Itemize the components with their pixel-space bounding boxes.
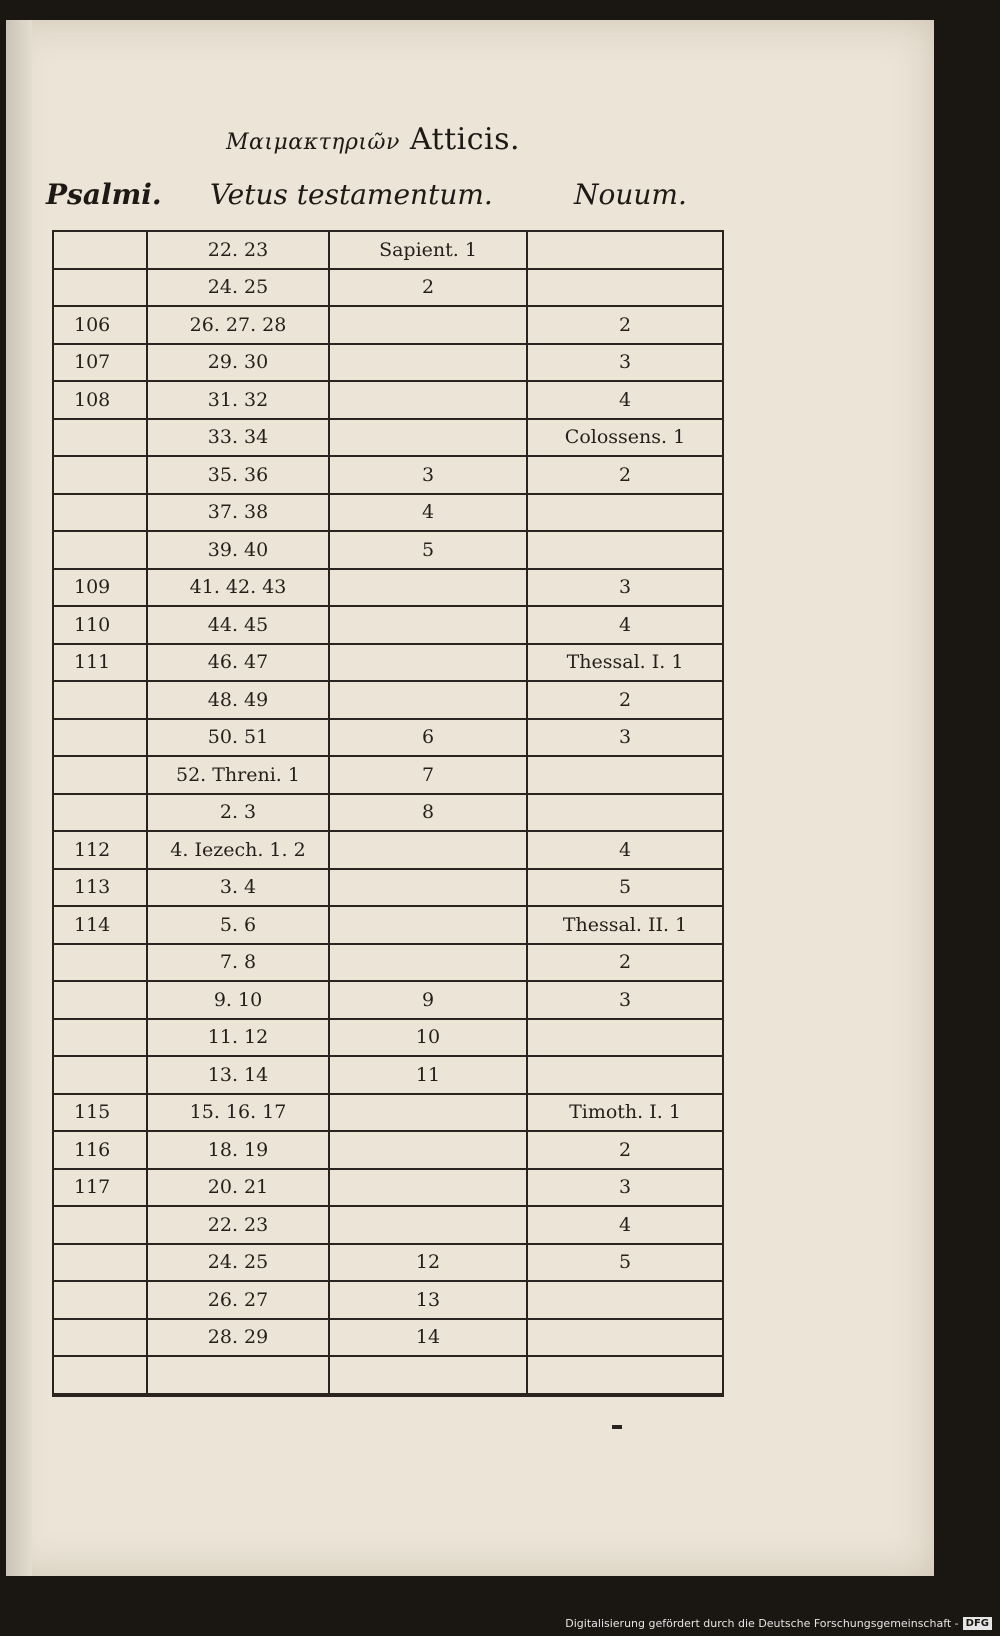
vetus-other-cell: 4 <box>330 495 528 531</box>
vetus-chapters-cell: 24. 25 <box>148 270 330 306</box>
nouum-cell: 4 <box>618 613 632 636</box>
nouum-cell: 2 <box>618 688 632 711</box>
nouum-cell: 3 <box>618 988 632 1011</box>
nouum-cell: 2 <box>618 1138 632 1161</box>
vetus-other-cell: 6 <box>330 720 528 756</box>
vetus-other-cell <box>330 1095 528 1131</box>
psalm-cell <box>54 720 148 756</box>
vetus-other-cell: 13 <box>330 1282 528 1318</box>
vetus-chapters-cell: 22. 23 <box>148 232 330 268</box>
nouum-cell: 3 <box>618 351 632 374</box>
vetus-other-cell: 12 <box>330 1245 528 1281</box>
vetus-chapters-cell: 24. 25 <box>148 1245 330 1281</box>
nouum-cell: Thessal. I. 1 <box>566 651 684 674</box>
nouum-cell: 4 <box>618 388 632 411</box>
nouum-cell: 5 <box>618 876 632 899</box>
vetus-chapters-cell: 28. 29 <box>148 1320 330 1356</box>
table-row <box>54 795 722 833</box>
vetus-chapters-cell: 11. 12 <box>148 1020 330 1056</box>
page-gutter <box>6 20 32 1576</box>
vetus-other-cell <box>330 945 528 981</box>
table-row <box>54 457 722 495</box>
book-page <box>6 20 934 1576</box>
vetus-other-cell: 3 <box>330 457 528 493</box>
table-row <box>54 945 722 983</box>
vetus-other-cell: Sapient. 1 <box>330 232 528 268</box>
psalm-cell: 109 <box>54 570 148 606</box>
vetus-other-cell <box>330 870 528 906</box>
nouum-cell <box>528 232 722 268</box>
psalm-cell: 116 <box>54 1132 148 1168</box>
vetus-chapters-cell: 18. 19 <box>148 1132 330 1168</box>
vetus-chapters-cell: 4. Iezech. 1. 2 <box>148 832 330 868</box>
psalm-cell: 111 <box>54 645 148 681</box>
vetus-chapters-cell: 2. 3 <box>148 795 330 831</box>
nouum-cell: 2 <box>618 463 632 486</box>
vetus-other-cell: 7 <box>330 757 528 793</box>
table-row <box>54 532 722 570</box>
vetus-chapters-cell: 3. 4 <box>148 870 330 906</box>
nouum-cell <box>528 1020 722 1056</box>
vetus-chapters-cell <box>148 1357 330 1393</box>
column-header-vetus: Vetus testamentum. <box>210 178 493 211</box>
table-row <box>54 682 722 720</box>
vetus-other-cell: 10 <box>330 1020 528 1056</box>
psalm-cell <box>54 495 148 531</box>
table-row <box>54 495 722 533</box>
vetus-other-cell <box>330 420 528 456</box>
nouum-cell <box>528 1057 722 1093</box>
nouum-cell <box>528 757 722 793</box>
psalm-cell <box>54 1020 148 1056</box>
dfg-logo: DFG <box>963 1617 992 1630</box>
vetus-other-cell <box>330 570 528 606</box>
table-row <box>54 720 722 758</box>
vetus-other-cell: 5 <box>330 532 528 568</box>
nouum-cell: 3 <box>618 1176 632 1199</box>
table-row <box>54 570 722 608</box>
vetus-other-cell <box>330 382 528 418</box>
nouum-cell: 4 <box>618 838 632 861</box>
table-row <box>54 1207 722 1245</box>
vetus-chapters-cell: 41. 42. 43 <box>148 570 330 606</box>
psalm-cell <box>54 1245 148 1281</box>
nouum-cell <box>528 270 722 306</box>
psalm-cell <box>54 1207 148 1243</box>
nouum-cell: 2 <box>618 951 632 974</box>
table-row <box>54 382 722 420</box>
nouum-cell <box>528 1282 722 1318</box>
psalm-cell <box>54 1057 148 1093</box>
psalm-cell: 106 <box>54 307 148 343</box>
vetus-chapters-cell: 37. 38 <box>148 495 330 531</box>
nouum-cell <box>528 1320 722 1356</box>
nouum-cell <box>528 495 722 531</box>
table-row <box>54 420 722 458</box>
psalm-cell <box>54 795 148 831</box>
table-row <box>54 907 722 945</box>
vetus-chapters-cell: 35. 36 <box>148 457 330 493</box>
table-row <box>54 232 722 270</box>
vetus-chapters-cell: 26. 27 <box>148 1282 330 1318</box>
table-row <box>54 1282 722 1320</box>
psalm-cell <box>54 270 148 306</box>
psalm-cell <box>54 1282 148 1318</box>
table-row <box>54 832 722 870</box>
nouum-cell: Colossens. 1 <box>564 426 686 449</box>
vetus-chapters-cell: 44. 45 <box>148 607 330 643</box>
vetus-chapters-cell: 15. 16. 17 <box>148 1095 330 1131</box>
psalm-cell: 113 <box>54 870 148 906</box>
vetus-other-cell <box>330 345 528 381</box>
vetus-other-cell: 9 <box>330 982 528 1018</box>
table-row <box>54 645 722 683</box>
vetus-chapters-cell: 48. 49 <box>148 682 330 718</box>
vetus-chapters-cell: 31. 32 <box>148 382 330 418</box>
vetus-other-cell: 8 <box>330 795 528 831</box>
nouum-cell: 2 <box>618 313 632 336</box>
psalm-cell <box>54 757 148 793</box>
vetus-chapters-cell: 13. 14 <box>148 1057 330 1093</box>
table-row <box>54 1057 722 1095</box>
column-header-psalmi: Psalmi. <box>46 178 162 211</box>
psalm-cell <box>54 945 148 981</box>
month-name: Μαιμακτηριῶν <box>226 130 400 155</box>
vetus-chapters-cell: 5. 6 <box>148 907 330 943</box>
psalm-cell: 108 <box>54 382 148 418</box>
table-row <box>54 757 722 795</box>
vetus-chapters-cell: 29. 30 <box>148 345 330 381</box>
vetus-chapters-cell: 22. 23 <box>148 1207 330 1243</box>
psalm-cell <box>54 682 148 718</box>
table-row <box>54 607 722 645</box>
psalm-cell <box>54 420 148 456</box>
table-row <box>54 307 722 345</box>
psalm-cell: 107 <box>54 345 148 381</box>
table-row <box>54 1095 722 1133</box>
psalm-cell <box>54 532 148 568</box>
vetus-other-cell <box>330 682 528 718</box>
vetus-chapters-cell: 33. 34 <box>148 420 330 456</box>
vetus-other-cell <box>330 1207 528 1243</box>
psalm-cell: 112 <box>54 832 148 868</box>
nouum-cell: Timoth. I. 1 <box>569 1101 681 1124</box>
psalm-cell <box>54 457 148 493</box>
vetus-other-cell: 11 <box>330 1057 528 1093</box>
vetus-other-cell: 2 <box>330 270 528 306</box>
table-row <box>54 345 722 383</box>
vetus-chapters-cell: 9. 10 <box>148 982 330 1018</box>
reading-table <box>52 230 724 1397</box>
vetus-other-cell <box>330 607 528 643</box>
table-row <box>54 1357 722 1393</box>
footer <box>565 1617 992 1630</box>
table-row <box>54 270 722 308</box>
vetus-other-cell <box>330 1132 528 1168</box>
vetus-chapters-cell: 39. 40 <box>148 532 330 568</box>
psalm-cell: 114 <box>54 907 148 943</box>
vetus-chapters-cell: 50. 51 <box>148 720 330 756</box>
vetus-chapters-cell: 26. 27. 28 <box>148 307 330 343</box>
nouum-cell <box>528 795 722 831</box>
nouum-cell: 3 <box>618 576 632 599</box>
table-row <box>54 1020 722 1058</box>
nouum-cell <box>528 1357 722 1393</box>
vetus-other-cell <box>330 832 528 868</box>
table-row <box>54 982 722 1020</box>
table-row <box>54 1132 722 1170</box>
psalm-cell <box>54 982 148 1018</box>
page-title <box>226 122 646 157</box>
footer-credit: Digitalisierung gefördert durch die Deutsche Forschungsgemeinschaft - <box>565 1617 959 1630</box>
vetus-chapters-cell: 7. 8 <box>148 945 330 981</box>
nouum-cell: Thessal. II. 1 <box>562 913 688 936</box>
nouum-cell: 5 <box>618 1251 632 1274</box>
vetus-other-cell <box>330 907 528 943</box>
nouum-cell <box>528 532 722 568</box>
vetus-chapters-cell: 52. Threni. 1 <box>148 757 330 793</box>
psalm-cell: 115 <box>54 1095 148 1131</box>
vetus-other-cell <box>330 645 528 681</box>
vetus-other-cell: 14 <box>330 1320 528 1356</box>
title-text: Atticis. <box>409 122 521 157</box>
vetus-chapters-cell: 20. 21 <box>148 1170 330 1206</box>
psalm-cell <box>54 232 148 268</box>
column-header-nouum: Nouum. <box>574 178 687 211</box>
page-mark <box>612 1425 622 1429</box>
psalm-cell <box>54 1357 148 1393</box>
vetus-other-cell <box>330 1170 528 1206</box>
table-row <box>54 1170 722 1208</box>
nouum-cell: 4 <box>618 1213 632 1236</box>
vetus-chapters-cell: 46. 47 <box>148 645 330 681</box>
psalm-cell <box>54 1320 148 1356</box>
vetus-other-cell <box>330 1357 528 1393</box>
psalm-cell: 117 <box>54 1170 148 1206</box>
table-row <box>54 870 722 908</box>
table-row <box>54 1245 722 1283</box>
table-row <box>54 1320 722 1358</box>
vetus-other-cell <box>330 307 528 343</box>
nouum-cell: 3 <box>618 726 632 749</box>
psalm-cell: 110 <box>54 607 148 643</box>
